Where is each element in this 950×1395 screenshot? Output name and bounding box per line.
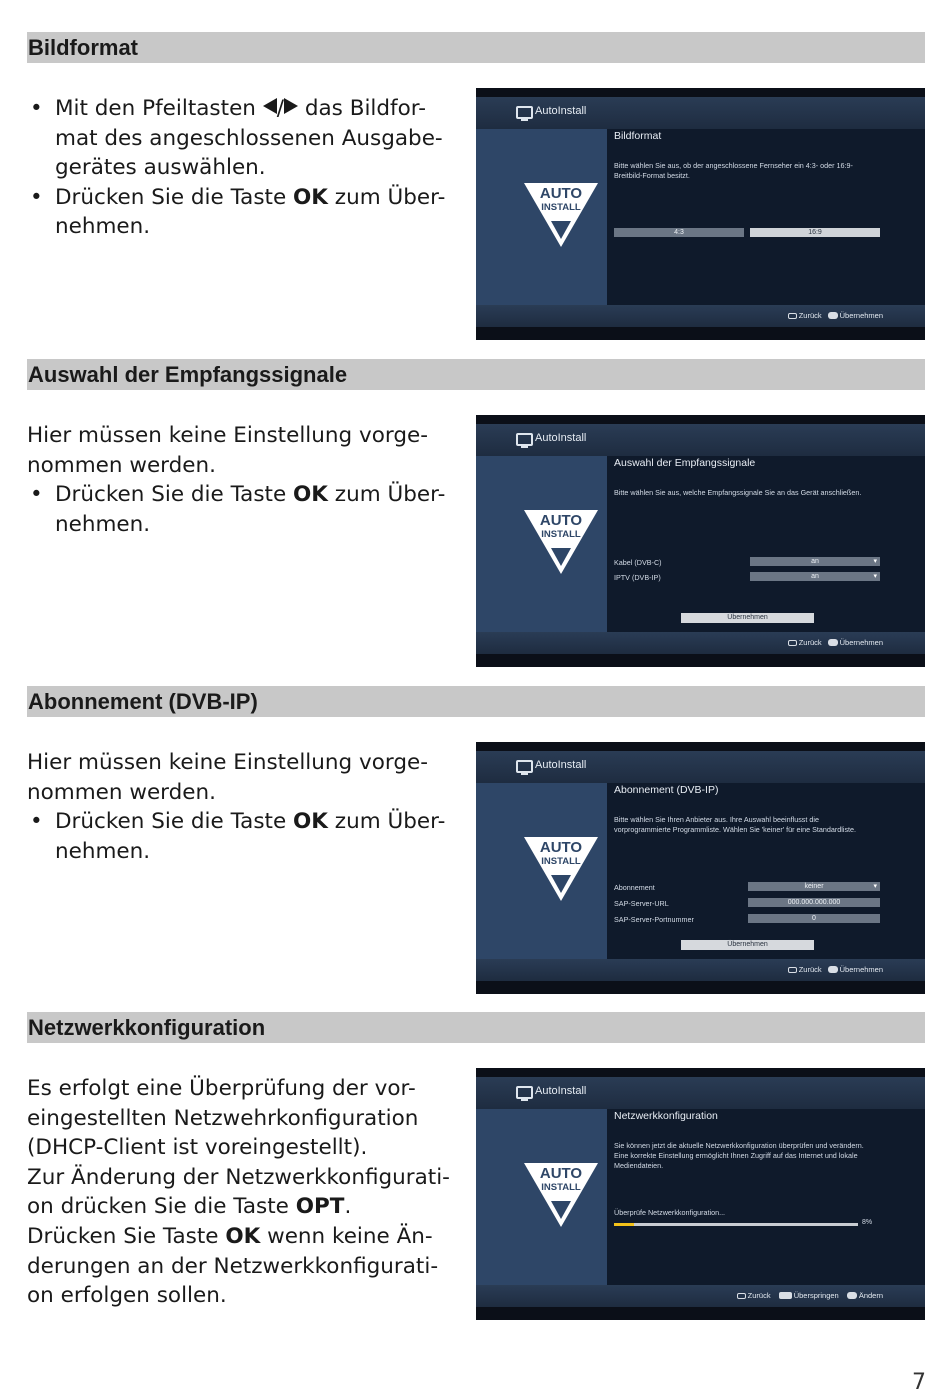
abonnement-select[interactable]: keiner ▾ [748,882,880,891]
opt-key-icon [847,1292,857,1299]
bullet-item: • Mit den Pfeiltasten / das Bildfor- mat des angeschlossenen Ausgabe- gerätes auswählen. [30,96,443,181]
ok-icon [828,312,838,319]
tv-screenshot [476,415,925,667]
ok-icon [828,966,838,973]
screen-footer: Zurück Übernehmen [476,959,925,981]
progress-label: Überprüfe Netzwerkkonfiguration... [614,1208,726,1217]
screen-footer: Zurück Übernehmen [476,632,925,654]
bullet-item: • Drücken Sie die Taste OK zum Über- nehmen. [30,482,446,537]
svg-text:AUTO: AUTO [539,1165,583,1182]
ok-icon [828,639,838,646]
format-option-16-9[interactable]: 16:9 [750,228,880,237]
section-heading: Netzwerkkonfiguration [27,1012,925,1043]
screen-heading: Auswahl der Empfangssignale [614,457,756,469]
section-bildformat [27,32,925,340]
tv-icon [516,1086,533,1099]
section-abonnement [27,686,925,994]
screen-title-bar: AutoInstall [476,424,925,456]
svg-text:AUTO: AUTO [539,185,583,202]
row-label-abonnement: Abonnement [614,883,655,892]
screen-description: Bitte wählen Sie Ihren Anbieter aus. Ihre Auswahl beeinflusst die vorprogrammierte Programmliste. Wählen Sie 'keiner' für eine Standardliste. [614,815,857,834]
screen-heading: Abonnement (DVB-IP) [614,784,719,796]
row-label-kabel: Kabel (DVB-C) [614,558,662,567]
screen-description: Bitte wählen Sie aus, ob der angeschlossene Fernseher ein 4:3- oder 16:9-Breitbild-Format besitzt. [614,161,853,180]
screen-title-bar: AutoInstall [476,751,925,783]
progress-percent: 8% [862,1219,873,1226]
section-heading: Bildformat [27,32,925,63]
section-text: Hier müssen keine Einstellung vorge- nommen werden. • Drücken Sie die Taste OK zum Über- nehmen. [27,421,472,539]
auto-install-logo [524,835,598,901]
screen-heading: Bildformat [614,130,662,142]
progress-fill [614,1223,634,1226]
screen-description: Bitte wählen Sie aus, welche Empfangssignale Sie an das Gerät anschließen. [614,488,862,497]
auto-install-logo [524,1161,598,1227]
bullet-item: • Drücken Sie die Taste OK zum Über- nehmen. [30,809,446,864]
section-netzwerkkonfiguration [27,1012,925,1320]
tv-screenshot [476,1068,925,1320]
progress-bar [614,1223,858,1226]
screen-heading: Netzwerkkonfiguration [614,1110,718,1122]
kabel-select[interactable]: an ▾ [750,557,880,566]
svg-text:INSTALL: INSTALL [541,856,581,867]
iptv-select[interactable]: an ▾ [750,572,880,581]
auto-install-logo [524,181,598,247]
info-key-icon [779,1292,792,1299]
section-text: Es erfolgt eine Überprüfung der vor- eingestellten Netzwehrkonfiguration (DHCP-Client ist voreingestellt). Zur Änderung der Netzwerkkonfigurati- on drücken Sie die Taste OPT. Drücken Sie Taste OK wenn keine Än- derungen an der Netzwerkkonfigurati- on erfolgen sollen. [27,1076,450,1309]
svg-text:INSTALL: INSTALL [541,529,581,540]
dropdown-icon: ▾ [873,558,877,565]
back-icon [737,1293,746,1299]
section-text [27,94,472,242]
dropdown-icon: ▾ [873,883,877,890]
sap-server-url-field[interactable]: 000.000.000.000 [748,898,880,907]
uebernehmen-button[interactable]: Übernehmen [681,613,814,623]
bullet-item: • Drücken Sie die Taste OK zum Über- nehmen. [30,184,446,240]
format-option-4-3[interactable]: 4:3 [614,228,744,237]
tv-icon [516,760,533,773]
back-icon [788,967,797,973]
screen-footer: Zurück Überspringen Ändern [476,1285,925,1307]
svg-text:AUTO: AUTO [539,839,583,856]
tv-screenshot [476,88,925,340]
section-text: Hier müssen keine Einstellung vorge- nommen werden. • Drücken Sie die Taste OK zum Über- nehmen. [27,748,472,866]
dropdown-icon: ▾ [873,573,877,580]
screen-description: Sie können jetzt die aktuelle Netzwerkkonfiguration überprüfen und verändern. Eine korrekte Einstellung ermöglicht Ihnen Zugriff auf das Internet und lokale Mediendateien. [614,1141,864,1170]
screen-title-bar: AutoInstall [476,97,925,129]
tv-icon [516,106,533,119]
screen-footer: Zurück Übernehmen [476,305,925,327]
uebernehmen-button[interactable]: Übernehmen [681,940,814,950]
tv-icon [516,433,533,446]
screen-title-bar: AutoInstall [476,1077,925,1109]
page-number: 7 [912,1370,926,1395]
arrow-right-icon [284,98,298,114]
svg-text:INSTALL: INSTALL [541,1182,581,1193]
svg-text:AUTO: AUTO [539,512,583,529]
section-heading: Abonnement (DVB-IP) [27,686,925,717]
sap-server-port-field[interactable]: 0 [748,914,880,923]
tv-screenshot [476,742,925,994]
section-heading: Auswahl der Empfangssignale [27,359,925,390]
arrow-left-icon [263,98,277,114]
back-icon [788,313,797,319]
row-label-sap-port: SAP-Server-Portnummer [614,915,694,924]
section-empfangssignale [27,359,925,667]
row-label-iptv: IPTV (DVB-IP) [614,573,661,582]
svg-text:INSTALL: INSTALL [541,202,581,213]
back-icon [788,640,797,646]
row-label-sap-url: SAP-Server-URL [614,899,669,908]
auto-install-logo [524,508,598,574]
